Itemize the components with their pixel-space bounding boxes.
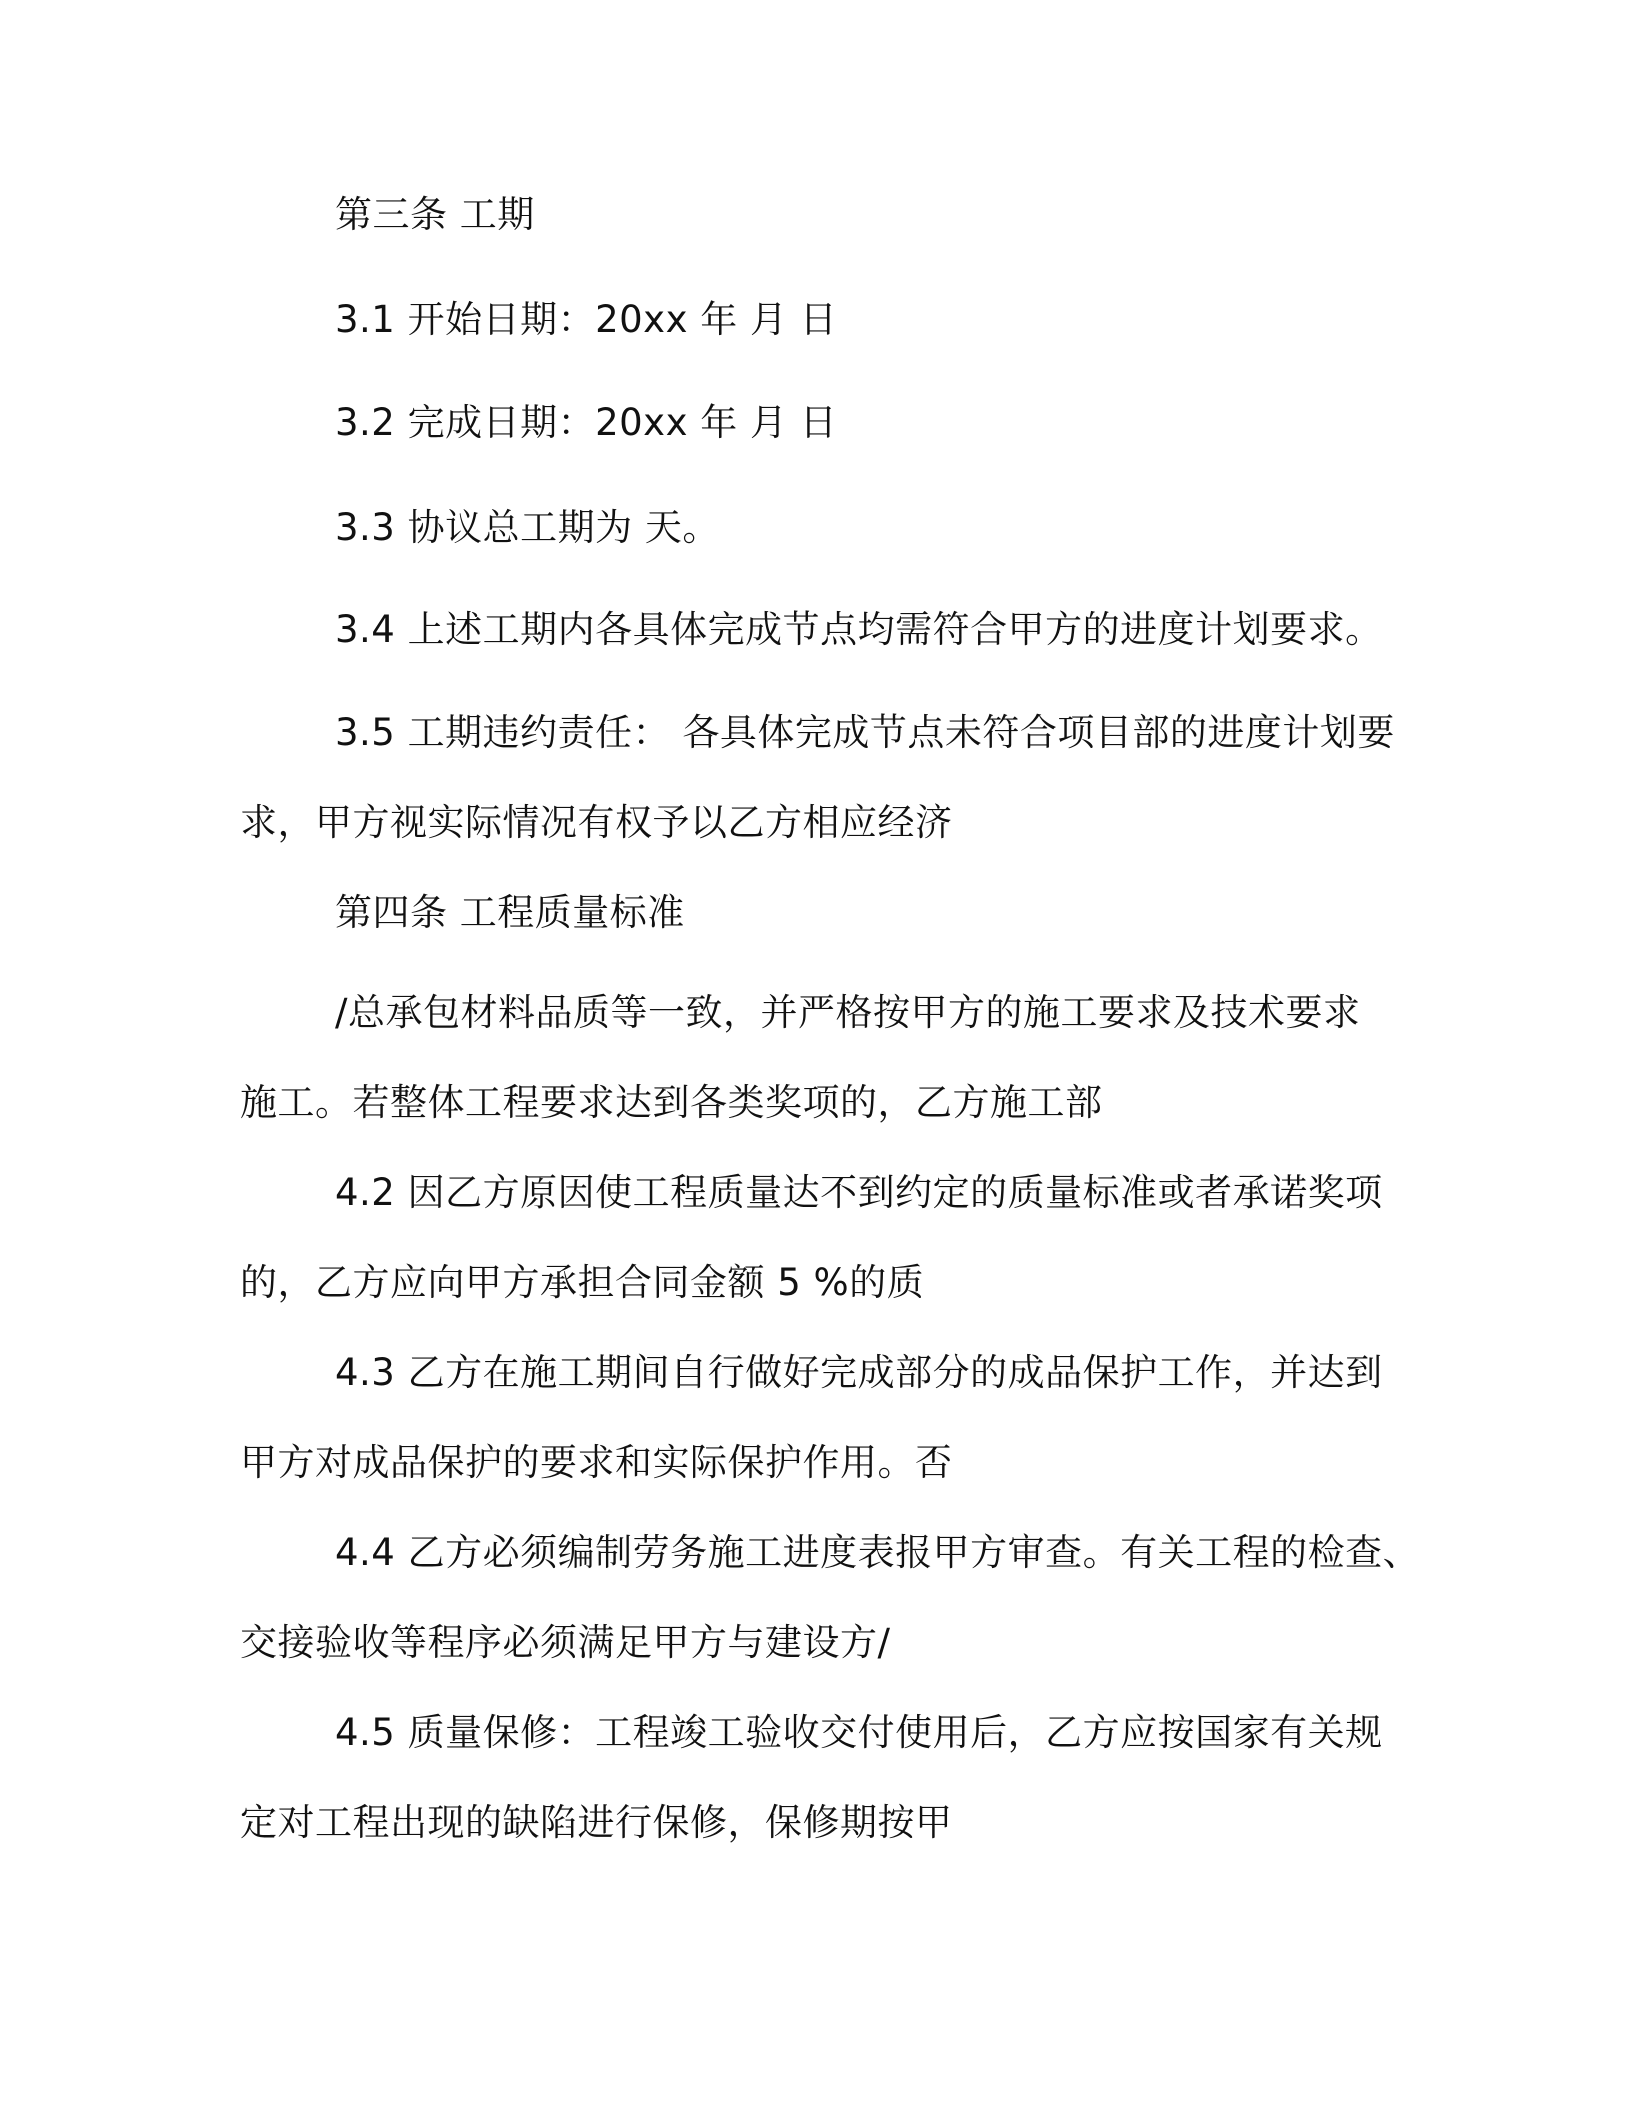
clause-3-1 — [240, 275, 1390, 365]
paragraph-line: 的，乙方应向甲方承担合同金额 5 %的质 — [240, 1261, 925, 1304]
paragraph-line: 甲方对成品保护的要求和实际保护作用。否 — [240, 1441, 953, 1484]
paragraph-line: 定对工程出现的缺陷进行保修，保修期按甲 — [240, 1801, 953, 1844]
clause-4-1 — [240, 968, 1390, 1148]
clause-3-4 — [240, 585, 1390, 675]
article-3-heading — [240, 170, 1390, 260]
clause-4-3 — [240, 1328, 1390, 1508]
paragraph-line: 4.5 质量保修：工程竣工验收交付使用后，乙方应按国家有关规 — [335, 1711, 1383, 1754]
paragraph-line: 求，甲方视实际情况有权予以乙方相应经济 — [240, 801, 953, 844]
paragraph-line: 3.4 上述工期内各具体完成节点均需符合甲方的进度计划要求。 — [335, 608, 1383, 651]
paragraph-line: 4.4 乙方必须编制劳务施工进度表报甲方审查。有关工程的检查、 — [335, 1531, 1421, 1574]
paragraph-line: 第三条 工期 — [335, 193, 535, 236]
paragraph-line: 3.1 开始日期：20xx 年 月 日 — [335, 298, 838, 341]
paragraph-line: 4.3 乙方在施工期间自行做好完成部分的成品保护工作，并达到 — [335, 1351, 1383, 1394]
paragraph-line: 施工。若整体工程要求达到各类奖项的，乙方施工部 — [240, 1081, 1103, 1124]
paragraph-line: 3.2 完成日期：20xx 年 月 日 — [335, 401, 838, 444]
clause-4-4 — [240, 1508, 1421, 1688]
clause-3-2 — [240, 378, 1390, 468]
paragraph-line: /总承包材料品质等一致，并严格按甲方的施工要求及技术要求 — [335, 991, 1361, 1034]
clause-3-3 — [240, 483, 1390, 573]
paragraph-line: 3.5 工期违约责任： 各具体完成节点未符合项目部的进度计划要 — [335, 711, 1395, 754]
paragraph-line: 4.2 因乙方原因使工程质量达不到约定的质量标准或者承诺奖项 — [335, 1171, 1383, 1214]
clause-3-5 — [240, 688, 1395, 868]
paragraph-line: 交接验收等程序必须满足甲方与建设方/ — [240, 1621, 891, 1664]
clause-4-2 — [240, 1148, 1390, 1328]
paragraph-line: 第四条 工程质量标准 — [335, 891, 685, 934]
clause-4-5 — [240, 1688, 1390, 1868]
paragraph-line: 3.3 协议总工期为 天。 — [335, 506, 720, 549]
article-4-heading — [240, 868, 1390, 958]
